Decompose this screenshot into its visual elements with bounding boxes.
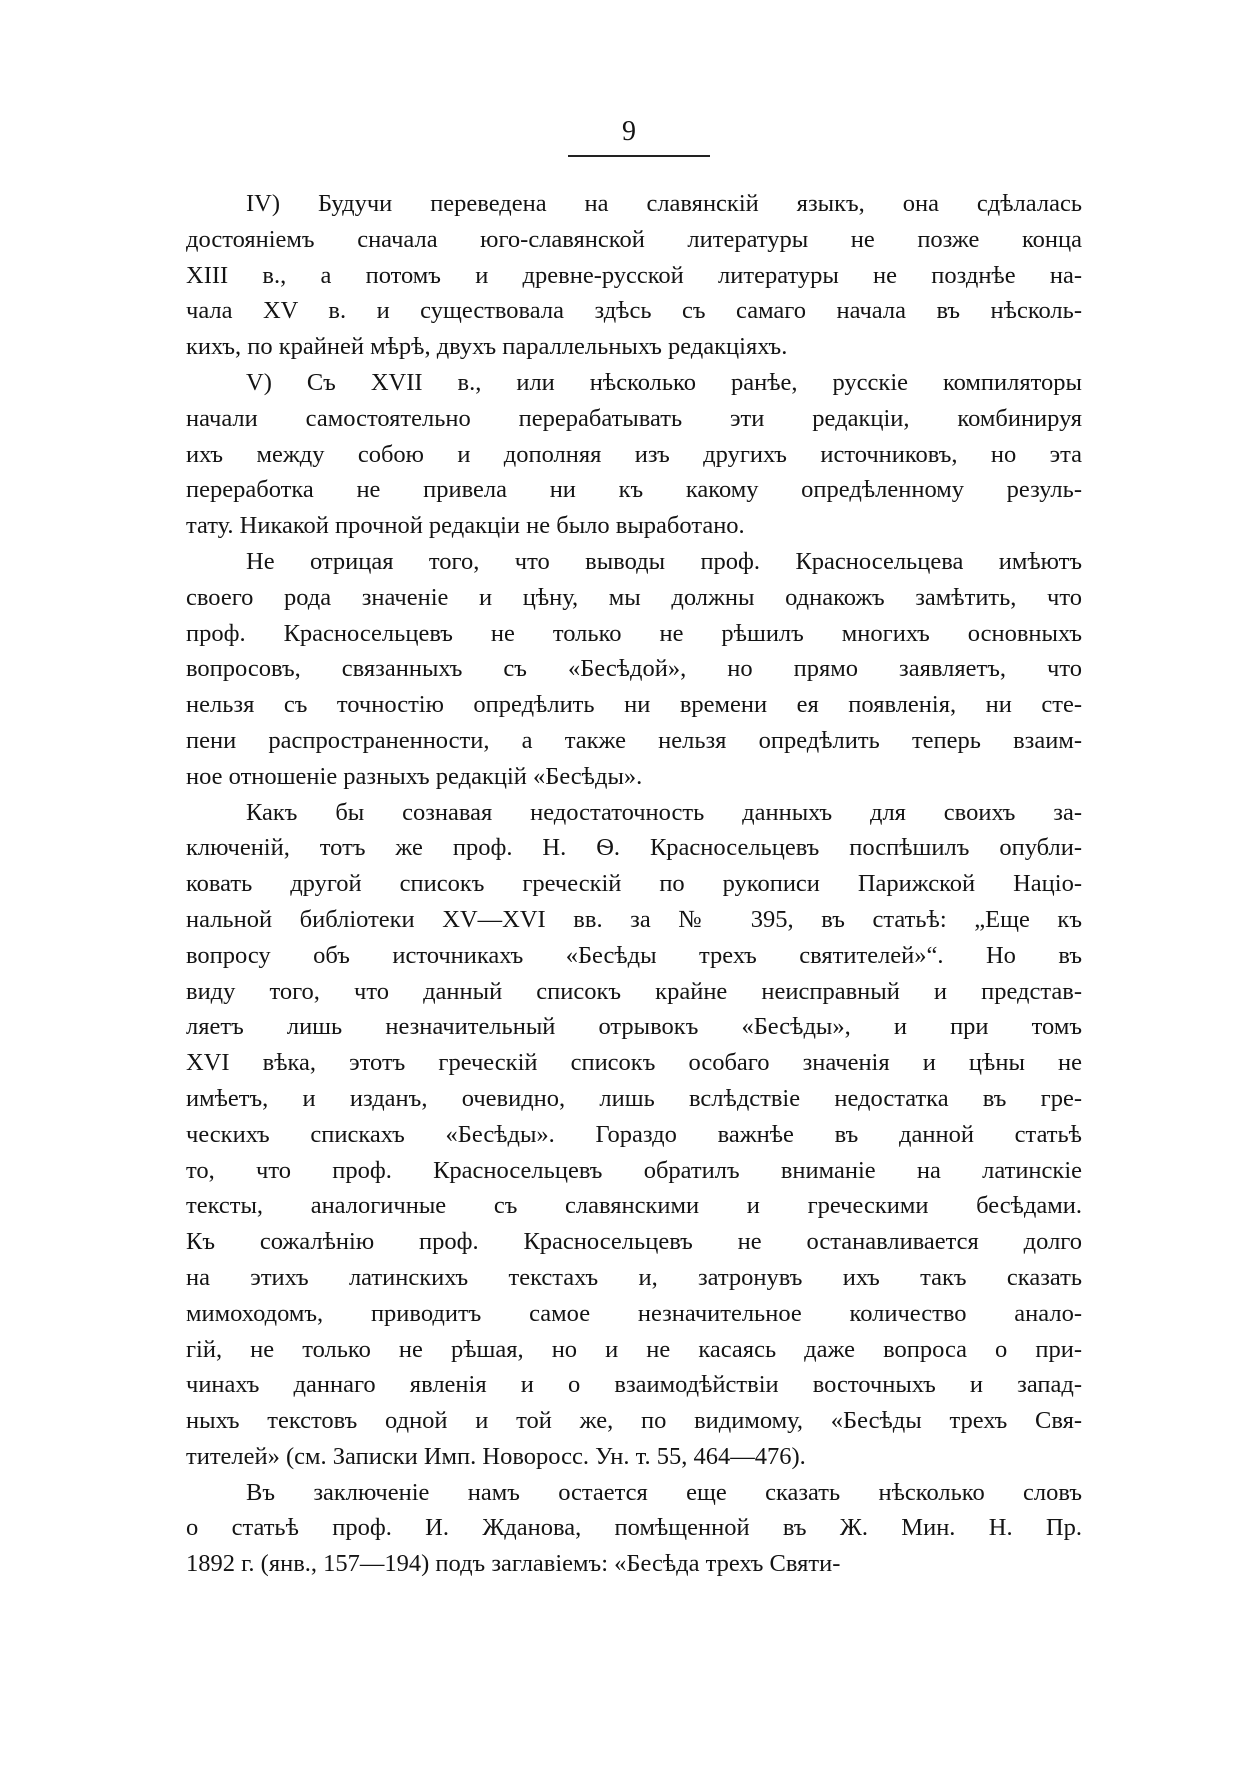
text-line: тату. Никакой прочной редакціи не было выработано. [186,512,745,540]
paragraph-v [186,365,1082,544]
text-line: нельзя съ точностію опредѣлить ни времени ея появленія, ни сте- [186,691,1082,719]
text-line: гій, не только не рѣшая, но и не касаясь даже вопроса о при- [186,1335,1082,1363]
text-line: то, что проф. Красносельцевъ обратилъ вниманіе на латинскіе [186,1156,1082,1184]
text-line: начали самостоятельно перерабатывать эти редакціи, комбинируя [186,404,1082,432]
page-number-rule [568,155,710,157]
paragraph-paris-manuscript [186,795,1082,1475]
text-line: на этихъ латинскихъ текстахъ и, затронувъ ихъ такъ сказать [186,1263,1082,1291]
paragraph-krasnoseltsev-conclusions [186,544,1082,795]
text-line: своего рода значеніе и цѣну, мы должны однакожъ замѣтить, что [186,583,1082,611]
text-line: ческихъ спискахъ «Бесѣды». Гораздо важнѣе въ данной статьѣ [186,1120,1082,1148]
text-line: тексты, аналогичные съ славянскими и греческими бесѣдами. [186,1192,1082,1220]
text-line: ключеній, тотъ же проф. Н. Ѳ. Красносельцевъ поспѣшилъ опубли- [186,834,1082,862]
text-line: ихъ между собою и дополняя изъ другихъ источниковъ, но эта [186,440,1082,468]
text-line: чинахъ даннаго явленія и о взаимодѣйствіи восточныхъ и запад- [186,1371,1082,1399]
text-line: достояніемъ сначала юго-славянской литературы не позже конца [186,225,1082,253]
text-line: XIII в., а потомъ и древне-русской литературы не позднѣе на- [186,261,1082,289]
text-line: IV) Будучи переведена на славянскій языкъ, она сдѣлалась [246,190,1082,217]
text-line: нальной библіотеки XV—XVI вв. за № 395, въ статьѣ: „Еще къ [186,905,1082,933]
paragraph-iv [186,186,1082,365]
text-line: виду того, что данный списокъ крайне неисправный и представ- [186,977,1082,1005]
text-line: 1892 г. (янв., 157—194) подъ заглавіемъ: «Бесѣда трехъ Святи- [186,1550,841,1578]
body-text [186,186,1082,1582]
text-line: мимоходомъ, приводитъ самое незначительное количество анало- [186,1299,1082,1327]
text-line: о статьѣ проф. И. Жданова, помѣщенной въ Ж. Мин. Н. Пр. [186,1514,1082,1542]
text-line: V) Съ XVII в., или нѣсколько ранѣе, русскіе компиляторы [246,368,1082,396]
text-line: имѣетъ, и изданъ, очевидно, лишь вслѣдствіе недостатка въ гре- [186,1084,1082,1112]
text-line: ное отношеніе разныхъ редакцій «Бесѣды». [186,762,643,790]
text-line: переработка не привела ни къ какому опредѣленному резуль- [186,476,1082,504]
text-line: Въ заключеніе намъ остается еще сказать нѣсколько словъ [246,1478,1082,1506]
text-line: кихъ, по крайней мѣрѣ, двухъ параллельныхъ редакціяхъ. [186,333,788,361]
text-line: чала XV в. и существовала здѣсь съ самаго начала въ нѣсколь- [186,297,1082,325]
text-line: тителей» (см. Записки Имп. Новоросс. Ун. т. 55, 464—476). [186,1442,806,1470]
text-line: Не отрицая того, что выводы проф. Красносельцева имѣютъ [246,547,1082,575]
text-line: пени распространенности, а также нельзя опредѣлить теперь взаим- [186,726,1082,754]
page-number: 9 [622,116,636,147]
text-line: ковать другой списокъ греческій по рукописи Парижской Націо- [186,870,1082,898]
text-line: вопросу объ источникахъ «Бесѣды трехъ святителей»“. Но въ [186,941,1082,969]
paragraph-zhdanov-article [186,1475,1082,1582]
text-line: проф. Красносельцевъ не только не рѣшилъ многихъ основныхъ [186,619,1082,647]
text-line: Какъ бы сознавая недостаточность данныхъ для своихъ за- [246,798,1082,826]
text-line: вопросовъ, связанныхъ съ «Бесѣдой», но прямо заявляетъ, что [186,655,1082,683]
text-line: XVI вѣка, этотъ греческій списокъ особаго значенія и цѣны не [186,1049,1082,1077]
text-line: Къ сожалѣнію проф. Красносельцевъ не останавливается долго [186,1228,1082,1256]
text-line: ныхъ текстовъ одной и той же, по видимому, «Бесѣды трехъ Свя- [186,1407,1082,1435]
text-line: ляетъ лишь незначительный отрывокъ «Бесѣды», и при томъ [186,1013,1082,1041]
